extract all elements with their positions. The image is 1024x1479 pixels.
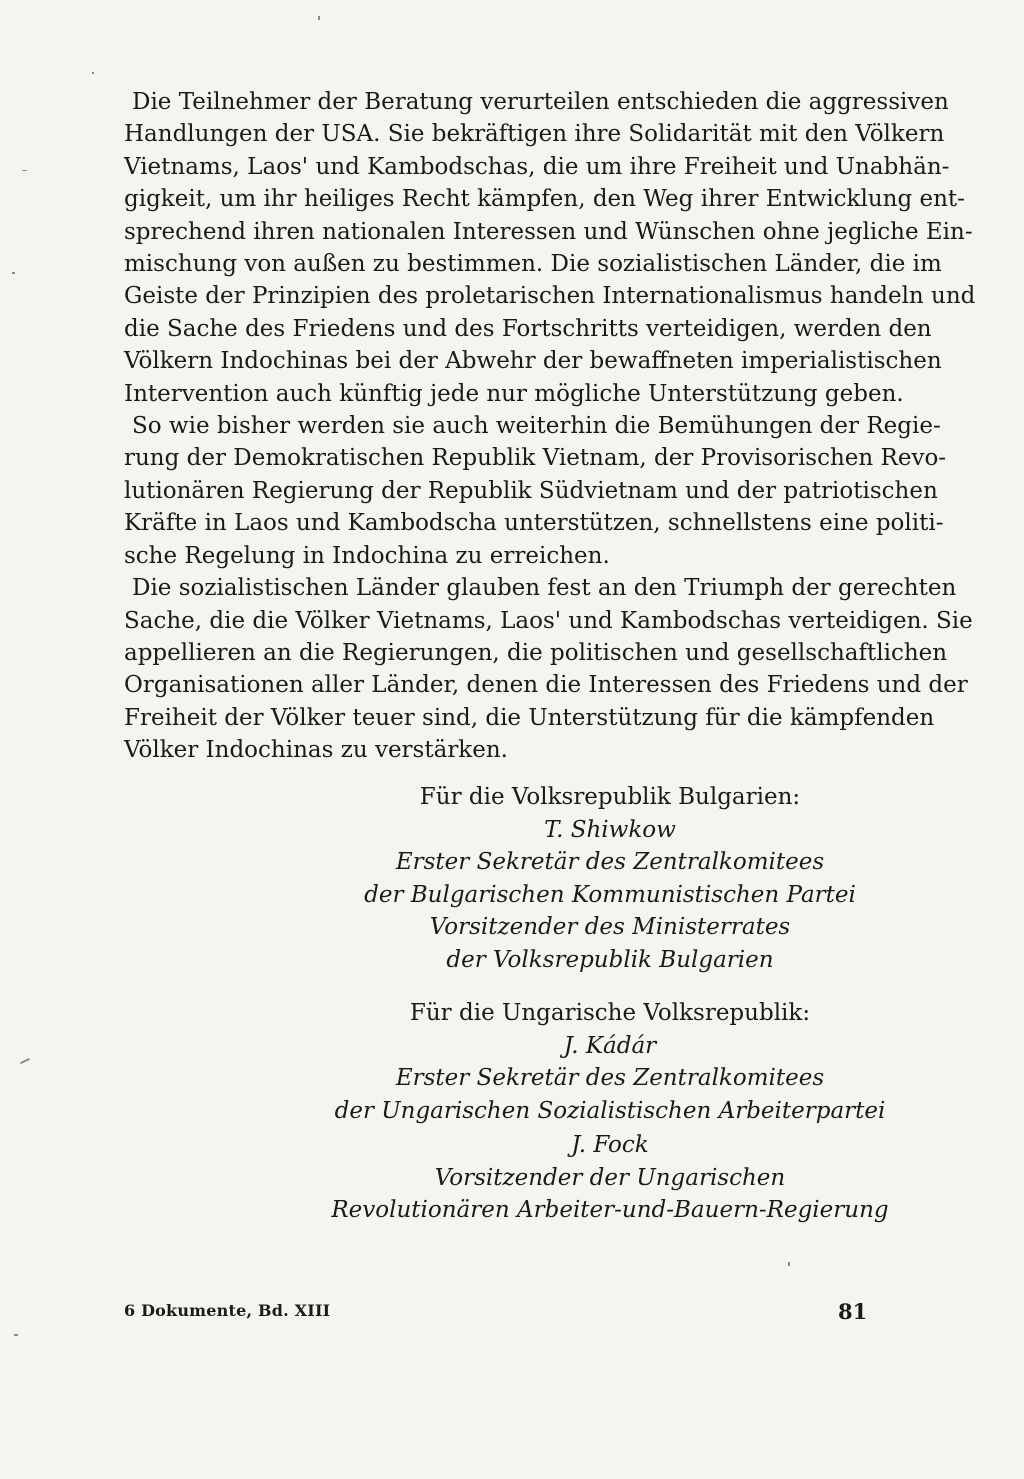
text-line: Die Teilnehmer der Beratung verurteilen entschieden die aggressiven: [132, 89, 949, 115]
text-line: Völkern Indochinas bei der Abwehr der bewaffneten imperialistischen: [124, 348, 942, 375]
signature-heading: Für die Ungarische Volksrepublik:: [409, 1000, 811, 1026]
text-line: sche Regelung in Indochina zu erreichen.: [124, 542, 610, 569]
scan-mark: [20, 1058, 30, 1064]
signature-hungary: [330, 997, 890, 1127]
text-line: gigkeit, um ihr heiliges Recht kämpfen, den Weg ihrer Entwicklung ent-: [124, 186, 965, 213]
page-number: 81: [838, 1299, 868, 1324]
text-line: Geiste der Prinzipien des proletarischen Internationalismus handeln und: [124, 283, 976, 310]
signatory-title: der Bulgarischen Kommunistischen Partei: [364, 881, 856, 908]
text-line: Freiheit der Völker teuer sind, die Unterstützung für die kämpfenden: [124, 704, 935, 731]
footer-source: 6 Dokumente, Bd. XIII: [124, 1301, 331, 1320]
text-line: die Sache des Friedens und des Fortschritts verteidigen, werden den: [124, 315, 932, 342]
text-line: lutionären Regierung der Republik Südvietnam und der patriotischen: [124, 477, 938, 504]
text-line: appellieren an die Regierungen, die politischen und gesellschaftlichen: [124, 639, 948, 666]
signatory-title: Erster Sekretär des Zentralkomitees: [395, 849, 825, 876]
scan-mark: [92, 72, 94, 74]
signatory-name: J. Kádár: [563, 1032, 657, 1059]
text-line: mischung von außen zu bestimmen. Die sozialistischen Länder, die im: [124, 251, 942, 278]
signatory-name: J. Fock: [571, 1132, 649, 1158]
signatory-title: Vorsitzender des Ministerrates: [429, 914, 791, 941]
text-line: Kräfte in Laos und Kambodscha unterstützen, schnellstens eine politi-: [124, 510, 944, 537]
text-line: Handlungen der USA. Sie bekräftigen ihre Solidarität mit den Völkern: [124, 121, 945, 148]
signature-heading: Für die Volksrepublik Bulgarien:: [419, 784, 801, 810]
scan-mark: [318, 16, 320, 20]
signatory-name: T. Shiwkow: [544, 816, 676, 843]
signature-hungary-second: [330, 1129, 890, 1227]
text-line: Völker Indochinas zu verstärken.: [124, 737, 508, 764]
signatory-title: der Volksrepublik Bulgarien: [446, 946, 774, 973]
paragraph-1: [124, 86, 976, 410]
text-line: Sache, die die Völker Vietnams, Laos' und Kambodschas verteidigen. Sie: [124, 607, 973, 634]
signatory-title: Erster Sekretär des Zentralkomitees: [395, 1065, 825, 1092]
signatory-title: Revolutionären Arbeiter-und-Bauern-Regierung: [331, 1197, 889, 1224]
text-line: Vietnams, Laos' und Kambodschas, die um ihre Freiheit und Unabhän-: [124, 153, 950, 180]
text-line: Intervention auch künftig jede nur mögliche Unterstützung geben.: [124, 380, 904, 407]
body-text: [124, 86, 976, 767]
text-line: So wie bisher werden sie auch weiterhin die Bemühungen der Regie-: [132, 413, 941, 440]
scan-mark: [22, 170, 27, 171]
signatory-title: Vorsitzender der Ungarischen: [434, 1164, 786, 1191]
text-line: Organisationen aller Länder, denen die Interessen des Friedens und der: [124, 672, 968, 699]
scan-mark: [12, 272, 15, 274]
paragraph-2: [124, 410, 947, 572]
scan-mark: [14, 1334, 18, 1336]
text-line: rung der Demokratischen Republik Vietnam, der Provisorischen Revo-: [124, 445, 947, 472]
scan-mark: [788, 1262, 790, 1266]
paragraph-3: [124, 572, 973, 766]
text-line: Die sozialistischen Länder glauben fest an den Triumph der gerechten: [132, 575, 957, 602]
signature-bulgaria: [330, 781, 890, 977]
text-line: sprechend ihren nationalen Interessen und Wünschen ohne jegliche Ein-: [124, 218, 973, 245]
signatory-title: der Ungarischen Sozialistischen Arbeiterpartei: [334, 1097, 886, 1124]
